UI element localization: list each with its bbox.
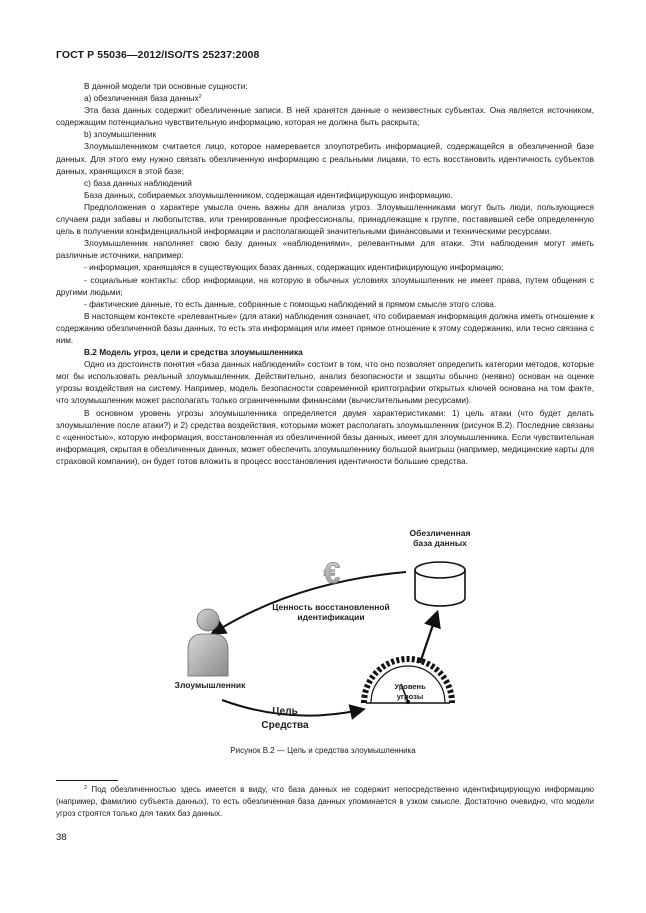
database-cylinder-icon bbox=[415, 562, 465, 606]
paragraph-5: с) база данных наблюдений bbox=[84, 177, 192, 188]
paragraph-7: Предположения о характере умысла очень важны для анализа угроз. Злоумышленниками могут быть люди, пользующиеся случаем ради забавы и любопытства, или тренированные профессионалы, принадлежащие к группе, поставившей себе определенную цель в получении конфиденциальной информации и располагающей значительными финансовыми и техническими ресурсами. bbox=[56, 201, 594, 237]
section-heading: В.2 Модель угроз, цели и средства злоумышленника bbox=[84, 347, 303, 358]
body-text bbox=[56, 80, 594, 467]
paragraph-3: b) злоумышленник bbox=[84, 129, 157, 140]
footnote-text: Под обезличенностью здесь имеется в виду, что база данных не содержит непосредственно идентифицирующую информацию (например, фамилию субъекта данных), то есть обезличенная база данных упоминается в узком смысле. Достаточно очевидно, что модели угроз строятся только для таких баз данных. bbox=[56, 785, 594, 818]
paragraph-12: В настоящем контексте «релевантные» (для атаки) наблюдения означает, что собираемая информация должна иметь отношение к содержанию обезличенной базы данных, то есть эта информация или имеет прямое отношение к этому содержанию, или тесно связана с ним. bbox=[56, 310, 594, 345]
paragraph-6: База данных, собираемых злоумышленником, содержащая идентифицирующую информацию. bbox=[84, 189, 453, 200]
paragraph-2: Эта база данных содержит обезличенные записи. В ней хранятся данные о неизвестных субъектах. Она является источником, содержащим потенциально чувствительную информацию, которая не должна быть раскрыта; bbox=[56, 105, 594, 128]
threat-label-1: Уровень bbox=[394, 682, 426, 691]
paragraph-9: - информация, хранящаяся в существующих базах данных, содержащих идентифицирующую информацию; bbox=[84, 262, 504, 273]
paragraph-14: Одно из достоинств понятия «база данных наблюдений» состоит в том, что оно позволяет определить категории методов, которые мог бы использовать реальный злоумышленник. Действительно, анализ безопасности и защиты обычно (неявно) основан на оценке угрозы воздействия на систему. Например, модель безопасности современной криптографии открытых ключей основана на том факте, что злоумышленник может располагать только ограниченными финансами (вычислительными ресурсами). bbox=[56, 359, 594, 406]
figure-caption: Рисунок В.2 — Цель и средства злоумышленника bbox=[230, 746, 416, 755]
footnote-divider bbox=[56, 780, 118, 781]
threat-label-2: угрозы bbox=[396, 692, 424, 701]
database-label-1: Обезличенная bbox=[409, 528, 471, 538]
figure-diagram bbox=[0, 520, 646, 740]
attacker-user-icon bbox=[188, 609, 228, 676]
paragraph-4: Злоумышленником считается лицо, которое намеревается злоупотребить информацией, содержащейся в обезличенной базе данных. Для этого ему нужно связать обезличенную информацию с реальными лицами, то есть восстановить идентичность субъектов данных, хранящихся в этой базе; bbox=[56, 141, 594, 176]
value-label-1: Ценность восстановленной bbox=[272, 602, 390, 612]
figure-b2 bbox=[0, 520, 646, 740]
paragraph-15: В основном уровень угрозы злоумышленника определяется двумя характеристиками: 1) цель атаки (что будет делать злоумышление после атаки?) и 2) средства воздействия, которыми может располагать злоумышленник (рисунок В.2). Последние связаны с «ценностью», которую информация, восстановленная из обезличенной базы данных, имеет для злоумышленника. Если чувствительная информация, скрытая в обезличенных данных, может обеспечить злоумышленнику большой выигрыш (например, медицинские карты для страховой компании), он будет готов вложить в процесс восстановления идентичности большие средства. bbox=[56, 407, 594, 466]
threat-arrow bbox=[420, 616, 436, 663]
footnote-marker: 2 bbox=[84, 785, 88, 791]
paragraph-8: Злоумышленник наполняет свою базу данных «наблюдениями», релевантными для атаки. Эти наблюдения могут иметь различные источники, например: bbox=[56, 238, 594, 261]
paragraph-1 bbox=[56, 92, 594, 104]
goal-label: Цель bbox=[272, 706, 298, 717]
page-number: 38 bbox=[56, 832, 67, 843]
paragraph-1-text: а) обезличенная база данных bbox=[84, 93, 199, 104]
euro-icon: € bbox=[323, 557, 341, 590]
means-label: Средства bbox=[261, 720, 309, 731]
value-label-2: идентификации bbox=[297, 612, 365, 622]
database-label-2: база данных bbox=[413, 538, 467, 548]
paragraph-10: - социальные контакты: сбор информации, на которую в обычных условиях злоумышленник не имеет права, путем общения с другими людьми; bbox=[56, 274, 594, 297]
document-header: ГОСТ Р 55036—2012/ISO/TS 25237:2008 bbox=[56, 49, 260, 61]
attacker-label: Злоумышленник bbox=[174, 680, 246, 690]
paragraph-11: - фактические данные, то есть данные, собранные с помощью наблюдений в прямом смысле этого слова. bbox=[84, 298, 497, 309]
footnote-ref: 2 bbox=[198, 94, 202, 101]
footnote bbox=[56, 784, 594, 820]
paragraph-0: В данной модели три основные сущности: bbox=[84, 81, 248, 91]
